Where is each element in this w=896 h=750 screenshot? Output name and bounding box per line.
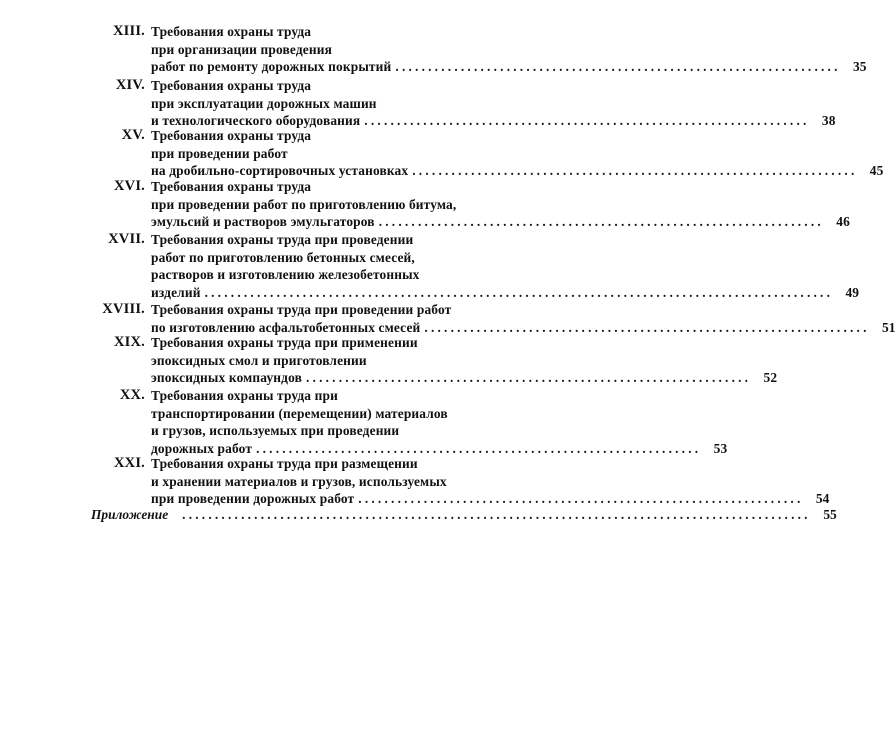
toc-appendix-page-number: 55	[823, 507, 837, 522]
toc-entry-title-line: при проведении работ	[151, 145, 288, 161]
toc-entry-page-number: 35	[852, 59, 867, 75]
toc-entry-title-line: эпоксидных компаундов	[151, 370, 302, 386]
toc-entry-title-line: Требования охраны труда при проведении работ	[151, 302, 452, 317]
dot-leader: ....................................................................	[412, 163, 858, 179]
toc-entry-numeral: XIII.	[112, 23, 145, 39]
toc-entry-title-line: Требования охраны труда	[151, 179, 312, 194]
toc-entry-title-line: Требования охраны труда при размещении	[151, 456, 418, 471]
toc-entry-page-number: 54	[815, 491, 830, 507]
toc-entry-numeral: XXI.	[113, 455, 145, 471]
dot-leader: ....................................................................	[395, 59, 841, 75]
toc-entry-page-number: 53	[713, 440, 728, 456]
dot-leader: ....................................................................	[305, 370, 752, 386]
toc-entry-page-number: 38	[821, 113, 836, 129]
toc-entry-page-number: 51	[881, 319, 896, 335]
toc-entry-title-line: при организации проведения	[151, 41, 332, 57]
toc-entry-page-number: 52	[763, 370, 778, 386]
toc-entry-title-line: изделий	[151, 284, 201, 300]
toc-entry-title-line: и хранении материалов и грузов, используемых	[151, 473, 447, 489]
toc-entry-page-number: 49	[845, 284, 860, 300]
toc-entry-title-line: транспортировании (перемещении) материалов	[151, 405, 448, 421]
toc-appendix-entry	[91, 506, 837, 524]
toc-entry-title-line: и технологического оборудования	[151, 113, 361, 129]
toc-entry-title-line: на дробильно-сортировочных установках	[151, 163, 409, 179]
toc-entry-title-line: по изготовлению асфальтобетонных смесей	[151, 319, 421, 335]
toc-entry-title-line: при проведении дорожных работ	[151, 491, 355, 507]
toc-entry-title-line: Требования охраны труда при применении	[151, 335, 418, 350]
toc-entry-title-line: эмульсий и растворов эмульгаторов	[151, 214, 375, 230]
dot-leader: ................................................................................................	[182, 507, 811, 522]
toc-appendix-label: Приложение	[91, 507, 169, 522]
toc-entry-title-line: Требования охраны труда при	[151, 388, 338, 403]
toc-entry-numeral: XVIII.	[102, 301, 145, 317]
toc-entry-numeral: XIX.	[113, 334, 145, 350]
toc-entry-title-line: дорожных работ	[151, 440, 253, 456]
toc-entry-page-number: 45	[869, 163, 884, 179]
toc-entry-title-line: и грузов, используемых при проведении	[151, 423, 400, 439]
toc-entry-title-line: работ по приготовлению бетонных смесей,	[151, 249, 415, 265]
dot-leader: ....................................................................	[364, 113, 810, 129]
toc-entry-page-number: 46	[836, 214, 850, 230]
toc-entry-title-line: при эксплуатации дорожных машин	[151, 95, 377, 111]
dot-leader: ................................................................................................	[204, 284, 834, 300]
dot-leader: ....................................................................	[358, 491, 804, 507]
toc-entry-title-line: растворов и изготовлению железобетонных	[151, 267, 420, 283]
toc-entry-title-line: при проведении работ по приготовлению битума,	[151, 196, 457, 212]
toc-entry-title-line: Требования охраны труда при проведении	[151, 232, 414, 247]
toc-entry-title-line: эпоксидных смол и приготовлении	[151, 352, 367, 368]
dot-leader: ....................................................................	[256, 440, 702, 456]
toc-entry-numeral: XIV.	[115, 77, 145, 93]
toc-entry-title-line: Требования охраны труда	[151, 128, 312, 143]
toc-entry-title-line: Требования охраны труда	[151, 78, 312, 93]
toc-entry-numeral: XVI.	[113, 178, 145, 194]
toc-entry-title-line: Требования охраны труда	[151, 24, 312, 39]
dot-leader: ....................................................................	[378, 214, 824, 230]
toc-entry-numeral: XX.	[119, 387, 145, 403]
toc-entry-numeral: XVII.	[108, 231, 145, 247]
toc-entry-title-line: работ по ремонту дорожных покрытий	[151, 59, 392, 75]
toc-entry-numeral: XV.	[121, 127, 145, 143]
dot-leader: ....................................................................	[424, 319, 870, 335]
